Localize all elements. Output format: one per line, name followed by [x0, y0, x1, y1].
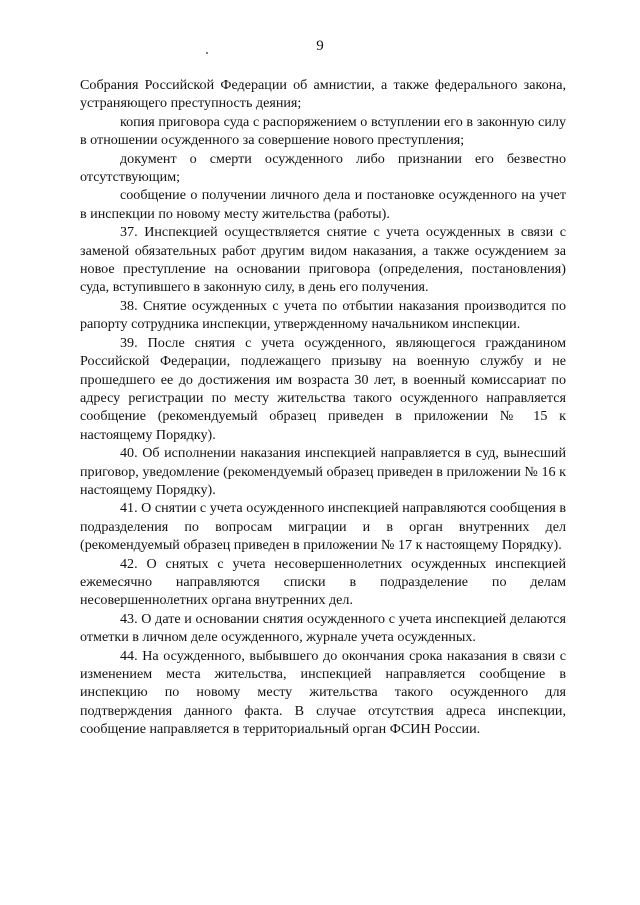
page-number: 9 [316, 38, 324, 54]
paragraph-personal-file-message: сообщение о получении личного дела и постановке осужденного на учет в инспекции по новому месту жительства (работы). [80, 187, 566, 222]
paragraph-continuation: Собрания Российской Федерации об амнистии, а также федерального закона, устраняющего преступность деяния; [80, 77, 566, 112]
paragraph-37: 37. Инспекцией осуществляется снятие с учета осужденных в связи с заменой обязательных работ другим видом наказания, а также осуждением за новое преступление на основании приговора (определения, постановления) суда, вступившего в законную силу, в день его получения. [80, 224, 566, 296]
paragraph-40: 40. Об исполнении наказания инспекцией направляется в суд, вынесший приговор, уведомление (рекомендуемый образец приведен в приложении № 16 к настоящему Порядку). [80, 445, 566, 498]
scan-speck [206, 52, 208, 54]
paragraph-court-sentence-copy: копия приговора суда с распоряжением о вступлении его в законную силу в отношении осужденного за совершение нового преступления; [80, 113, 566, 149]
paragraph-42: 42. О снятых с учета несовершеннолетних осужденных инспекцией ежемесячно направляются списки в подразделение по делам несовершеннолетних органа внутренних дел. [80, 555, 566, 609]
document-body [80, 76, 566, 739]
paragraph-death-document: документ о смерти осужденного либо признании его безвестно отсутствующим; [80, 150, 566, 186]
paragraph-43: 43. О дате и основании снятия осужденного с учета инспекцией делаются отметки в личном деле осужденного, журнале учета осужденных. [80, 610, 566, 646]
paragraph-39: 39. После снятия с учета осужденного, являющегося гражданином Российской Федерации, подлежащего призыву на военную службу и не прошедшего ее до достижения им возраста 30 лет, в военный комиссариат по адресу регистрации по месту жительства такого осужденного направляется сообщение (рекомендуемый образец приведен в приложении № 15 к настоящему Порядку). [80, 334, 566, 443]
paragraph-38: 38. Снятие осужденных с учета по отбытии наказания производится по рапорту сотрудника инспекции, утвержденному начальником инспекции. [80, 297, 566, 333]
paragraph-44: 44. На осужденного, выбывшего до окончания срока наказания в связи с изменением места жительства, инспекцией направляется сообщение в инспекцию по новому месту жительства такого осужденного для подтверждения данного факта. В случае отсутствия адреса инспекции, сообщение направляется в территориальный орган ФСИН России. [80, 647, 566, 738]
paragraph-41: 41. О снятии с учета осужденного инспекцией направляются сообщения в подразделения по вопросам миграции и в орган внутренних дел (рекомендуемый образец приведен в приложении № 17 к настоящему Порядку). [80, 500, 566, 554]
